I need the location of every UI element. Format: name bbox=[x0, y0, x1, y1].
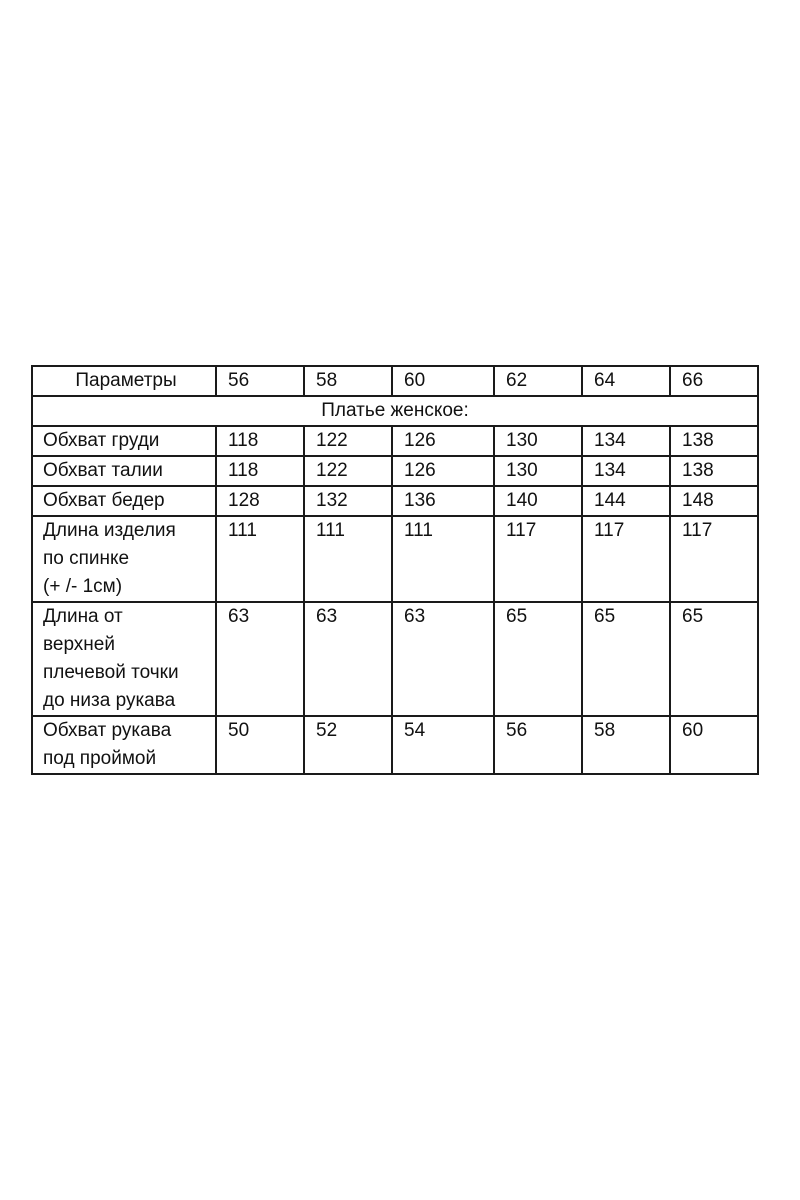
table-cell: 58 bbox=[582, 716, 670, 774]
row-label: Обхват рукава под проймой bbox=[32, 716, 216, 774]
row-label: Обхват талии bbox=[32, 456, 216, 486]
table-cell: 138 bbox=[670, 426, 758, 456]
row-label: Длина от верхней плечевой точки до низа рукава bbox=[32, 602, 216, 716]
table-cell: 65 bbox=[582, 602, 670, 716]
size-chart-table bbox=[31, 365, 759, 775]
row-label: Обхват бедер bbox=[32, 486, 216, 516]
table-cell: 54 bbox=[392, 716, 494, 774]
table-cell: 126 bbox=[392, 456, 494, 486]
table-cell: 132 bbox=[304, 486, 392, 516]
table-cell: 65 bbox=[494, 602, 582, 716]
table-cell: 140 bbox=[494, 486, 582, 516]
table-cell: 63 bbox=[304, 602, 392, 716]
header-row bbox=[32, 366, 758, 396]
table-cell: 63 bbox=[216, 602, 304, 716]
table-cell: 130 bbox=[494, 426, 582, 456]
table-cell: 128 bbox=[216, 486, 304, 516]
table-cell: 111 bbox=[392, 516, 494, 602]
size-header: 62 bbox=[494, 366, 582, 396]
parameters-header: Параметры bbox=[32, 366, 216, 396]
table-cell: 138 bbox=[670, 456, 758, 486]
table-cell: 111 bbox=[216, 516, 304, 602]
section-title: Платье женское: bbox=[32, 396, 758, 426]
table-cell: 117 bbox=[494, 516, 582, 602]
table-cell: 134 bbox=[582, 426, 670, 456]
table-row bbox=[32, 426, 758, 456]
table-row bbox=[32, 716, 758, 774]
table-row bbox=[32, 516, 758, 602]
size-header: 60 bbox=[392, 366, 494, 396]
size-header: 66 bbox=[670, 366, 758, 396]
section-row bbox=[32, 396, 758, 426]
table-row bbox=[32, 602, 758, 716]
table-cell: 63 bbox=[392, 602, 494, 716]
table-cell: 65 bbox=[670, 602, 758, 716]
table-cell: 134 bbox=[582, 456, 670, 486]
table-cell: 122 bbox=[304, 426, 392, 456]
table-cell: 136 bbox=[392, 486, 494, 516]
table-cell: 148 bbox=[670, 486, 758, 516]
size-header: 56 bbox=[216, 366, 304, 396]
table-cell: 126 bbox=[392, 426, 494, 456]
table-cell: 60 bbox=[670, 716, 758, 774]
table-cell: 130 bbox=[494, 456, 582, 486]
row-label: Длина изделия по спинке (+ /- 1см) bbox=[32, 516, 216, 602]
table-cell: 111 bbox=[304, 516, 392, 602]
table-cell: 144 bbox=[582, 486, 670, 516]
size-header: 64 bbox=[582, 366, 670, 396]
table-row bbox=[32, 486, 758, 516]
table-cell: 56 bbox=[494, 716, 582, 774]
table-cell: 117 bbox=[582, 516, 670, 602]
table-cell: 50 bbox=[216, 716, 304, 774]
size-header: 58 bbox=[304, 366, 392, 396]
table-row bbox=[32, 456, 758, 486]
table-cell: 118 bbox=[216, 426, 304, 456]
table-cell: 52 bbox=[304, 716, 392, 774]
table-cell: 117 bbox=[670, 516, 758, 602]
table-cell: 122 bbox=[304, 456, 392, 486]
table-cell: 118 bbox=[216, 456, 304, 486]
row-label: Обхват груди bbox=[32, 426, 216, 456]
